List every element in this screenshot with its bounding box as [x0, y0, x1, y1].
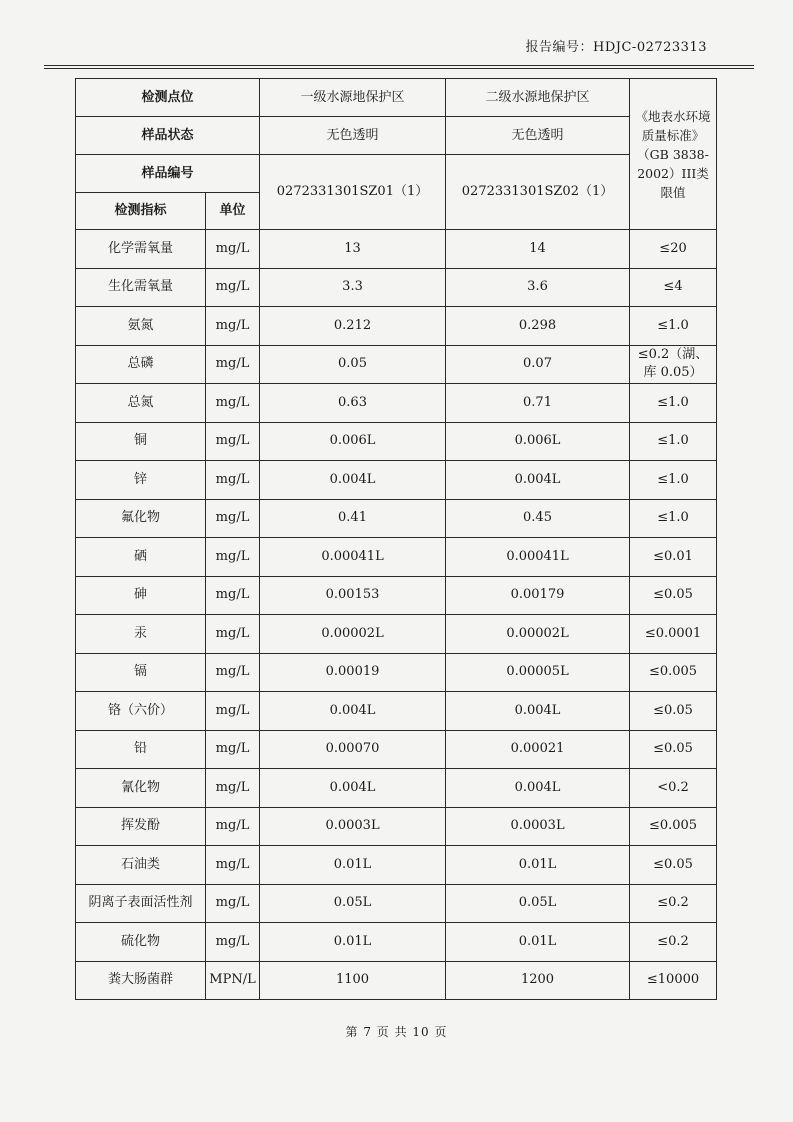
- table-row: [76, 615, 717, 654]
- unit-cell: MPN/L: [206, 961, 260, 1000]
- indicator-name: 铬（六价）: [76, 692, 206, 731]
- table-row: [76, 884, 717, 923]
- unit-cell: mg/L: [206, 923, 260, 962]
- limit-cell: ≤0.01: [630, 538, 717, 577]
- label-state: 样品状态: [76, 117, 260, 155]
- table-row: [76, 345, 717, 384]
- limit-cell: ≤0.0001: [630, 615, 717, 654]
- table-row: [76, 807, 717, 846]
- unit-cell: mg/L: [206, 268, 260, 307]
- indicator-name: 汞: [76, 615, 206, 654]
- unit-cell: mg/L: [206, 807, 260, 846]
- unit-cell: mg/L: [206, 653, 260, 692]
- site-2-value: 0.01L: [446, 923, 630, 962]
- limit-cell: ≤0.005: [630, 807, 717, 846]
- indicator-name: 锌: [76, 461, 206, 500]
- unit-cell: mg/L: [206, 499, 260, 538]
- site-2-value: 0.298: [446, 307, 630, 346]
- site-1-value: 0.00002L: [260, 615, 446, 654]
- label-unit: 单位: [206, 193, 260, 230]
- limit-cell: ≤0.05: [630, 846, 717, 885]
- unit-cell: mg/L: [206, 730, 260, 769]
- site-2-value: 0.45: [446, 499, 630, 538]
- unit-cell: mg/L: [206, 307, 260, 346]
- site-2-name: 二级水源地保护区: [446, 79, 630, 117]
- indicator-name: 铅: [76, 730, 206, 769]
- indicator-name: 氰化物: [76, 769, 206, 808]
- limit-cell: ≤0.05: [630, 730, 717, 769]
- page-number: 第 7 页 共 10 页: [345, 1025, 448, 1039]
- unit-cell: mg/L: [206, 769, 260, 808]
- indicator-name: 氟化物: [76, 499, 206, 538]
- site-1-value: 0.006L: [260, 422, 446, 461]
- unit-cell: mg/L: [206, 692, 260, 731]
- site-1-value: 0.00153: [260, 576, 446, 615]
- site-2-value: 0.004L: [446, 692, 630, 731]
- header-row-state: [76, 117, 717, 155]
- limit-cell: ≤1.0: [630, 422, 717, 461]
- table-row: [76, 499, 717, 538]
- site-1-value: 0.01L: [260, 923, 446, 962]
- header-rule: [44, 68, 754, 69]
- site-2-value: 0.07: [446, 345, 630, 384]
- table-row: [76, 846, 717, 885]
- site-1-value: 0.212: [260, 307, 446, 346]
- limit-cell: ≤1.0: [630, 384, 717, 423]
- indicator-name: 石油类: [76, 846, 206, 885]
- site-2-value: 14: [446, 230, 630, 269]
- site-1-value: 0.00070: [260, 730, 446, 769]
- site-1-value: 0.01L: [260, 846, 446, 885]
- indicator-name: 砷: [76, 576, 206, 615]
- label-indicator: 检测指标: [76, 193, 206, 230]
- unit-cell: mg/L: [206, 538, 260, 577]
- unit-cell: mg/L: [206, 884, 260, 923]
- site-1-value: 3.3: [260, 268, 446, 307]
- unit-cell: mg/L: [206, 422, 260, 461]
- indicator-name: 粪大肠菌群: [76, 961, 206, 1000]
- water-quality-table: [75, 78, 717, 1000]
- header-rule: [44, 65, 754, 66]
- table-row: [76, 961, 717, 1000]
- table-row: [76, 692, 717, 731]
- site-2-value: 0.00021: [446, 730, 630, 769]
- table-row: [76, 268, 717, 307]
- site-1-value: 0.00019: [260, 653, 446, 692]
- site-2-value: 0.004L: [446, 461, 630, 500]
- label-point: 检测点位: [76, 79, 260, 117]
- site-1-value: 0.004L: [260, 461, 446, 500]
- indicator-name: 总磷: [76, 345, 206, 384]
- site-2-value: 0.00179: [446, 576, 630, 615]
- table-row: [76, 538, 717, 577]
- indicator-name: 总氮: [76, 384, 206, 423]
- indicator-name: 硫化物: [76, 923, 206, 962]
- table-row: [76, 653, 717, 692]
- table-row: [76, 384, 717, 423]
- site-2-value: 0.004L: [446, 769, 630, 808]
- limit-cell: ≤0.2: [630, 884, 717, 923]
- indicator-name: 生化需氧量: [76, 268, 206, 307]
- limit-cell: ≤0.005: [630, 653, 717, 692]
- table-row: [76, 576, 717, 615]
- header-row-sample: [76, 155, 717, 193]
- label-sample-id: 样品编号: [76, 155, 260, 193]
- site-1-value: 0.0003L: [260, 807, 446, 846]
- site-2-value: 0.00005L: [446, 653, 630, 692]
- unit-cell: mg/L: [206, 846, 260, 885]
- site-2-value: 3.6: [446, 268, 630, 307]
- site-2-value: 0.00002L: [446, 615, 630, 654]
- site-1-value: 1100: [260, 961, 446, 1000]
- table-row: [76, 769, 717, 808]
- indicator-name: 硒: [76, 538, 206, 577]
- unit-cell: mg/L: [206, 576, 260, 615]
- indicator-name: 挥发酚: [76, 807, 206, 846]
- table-row: [76, 230, 717, 269]
- table-row: [76, 422, 717, 461]
- site-1-state: 无色透明: [260, 117, 446, 155]
- indicator-name: 氨氮: [76, 307, 206, 346]
- report-number: 报告编号：HDJC-02723313: [525, 40, 707, 55]
- site-1-name: 一级水源地保护区: [260, 79, 446, 117]
- site-2-value: 0.71: [446, 384, 630, 423]
- site-1-value: 0.63: [260, 384, 446, 423]
- limit-cell: ≤0.2: [630, 923, 717, 962]
- unit-cell: mg/L: [206, 615, 260, 654]
- limit-cell: ≤1.0: [630, 499, 717, 538]
- indicator-name: 化学需氧量: [76, 230, 206, 269]
- site-1-value: 0.41: [260, 499, 446, 538]
- site-2-value: 0.006L: [446, 422, 630, 461]
- unit-cell: mg/L: [206, 461, 260, 500]
- site-2-value: 0.05L: [446, 884, 630, 923]
- standard-header: 《地表水环境质量标准》（GB 3838-2002）III类限值: [630, 79, 717, 230]
- table-row: [76, 923, 717, 962]
- unit-cell: mg/L: [206, 230, 260, 269]
- indicator-name: 镉: [76, 653, 206, 692]
- site-1-value: 0.004L: [260, 769, 446, 808]
- site-1-value: 0.004L: [260, 692, 446, 731]
- indicator-name: 铜: [76, 422, 206, 461]
- site-2-sample-id: 0272331301SZ02（1）: [446, 155, 630, 230]
- limit-cell: ≤0.05: [630, 692, 717, 731]
- site-2-value: 0.01L: [446, 846, 630, 885]
- header-row-point: [76, 79, 717, 117]
- limit-cell: ≤1.0: [630, 307, 717, 346]
- site-2-value: 0.0003L: [446, 807, 630, 846]
- limit-cell: ≤20: [630, 230, 717, 269]
- limit-cell: ≤1.0: [630, 461, 717, 500]
- limit-cell: ≤4: [630, 268, 717, 307]
- limit-cell: ≤0.2（湖、库 0.05）: [630, 345, 717, 384]
- limit-cell: ≤0.05: [630, 576, 717, 615]
- site-2-state: 无色透明: [446, 117, 630, 155]
- limit-cell: ≤10000: [630, 961, 717, 1000]
- site-2-value: 1200: [446, 961, 630, 1000]
- site-1-sample-id: 0272331301SZ01（1）: [260, 155, 446, 230]
- site-2-value: 0.00041L: [446, 538, 630, 577]
- site-1-value: 0.00041L: [260, 538, 446, 577]
- site-1-value: 0.05L: [260, 884, 446, 923]
- indicator-name: 阴离子表面活性剂: [76, 884, 206, 923]
- site-1-value: 0.05: [260, 345, 446, 384]
- table-row: [76, 461, 717, 500]
- table-row: [76, 307, 717, 346]
- unit-cell: mg/L: [206, 384, 260, 423]
- site-1-value: 13: [260, 230, 446, 269]
- table-row: [76, 730, 717, 769]
- unit-cell: mg/L: [206, 345, 260, 384]
- limit-cell: <0.2: [630, 769, 717, 808]
